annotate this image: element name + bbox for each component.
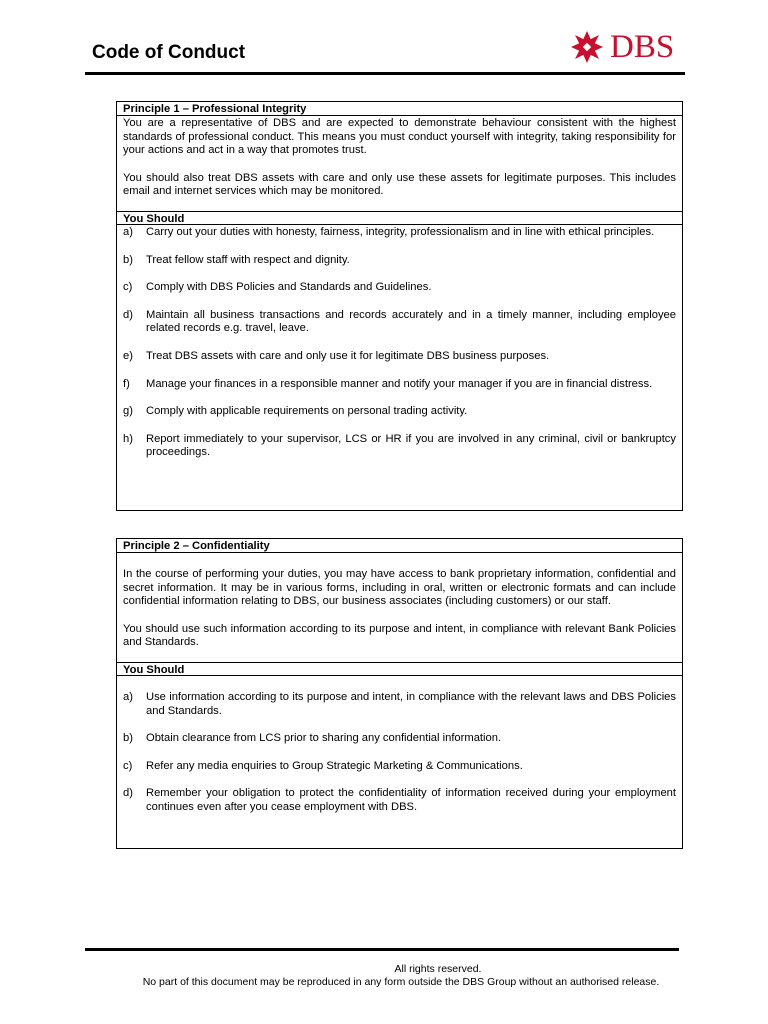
principle-2-box bbox=[116, 538, 683, 849]
principle-2-paragraph: In the course of performing your duties, you may have access to bank proprietary information, confidential and secret information. It may be in various forms, including in oral, written or electronic formats and can include confidential information relating to DBS, our business associates (including customers) or our staff. bbox=[123, 568, 676, 608]
principle-1-paragraph: You should also treat DBS assets with care and only use these assets for legitimate purposes. This includes email and internet services which may be monitored. bbox=[123, 171, 676, 198]
list-item: b) Treat fellow staff with respect and dignity. bbox=[123, 253, 350, 266]
footer-divider bbox=[85, 948, 679, 951]
list-item: f) Manage your finances in a responsible manner and notify your manager if you are in financial distress. bbox=[123, 377, 653, 390]
header-divider bbox=[85, 72, 685, 75]
principle-1-intro bbox=[117, 116, 682, 211]
list-item: d) Remember your obligation to protect the confidentiality of information received during your employment continues even after you cease employment with DBS. bbox=[123, 787, 676, 813]
principle-1-list bbox=[117, 225, 682, 460]
principle-2-paragraph: You should use such information according to its purpose and intent, in compliance with relevant Bank Policies and Standards. bbox=[123, 622, 676, 649]
list-item: c) Refer any media enquiries to Group Strategic Marketing & Communications. bbox=[123, 759, 523, 772]
list-item: g) Comply with applicable requirements on personal trading activity. bbox=[123, 405, 468, 418]
logo-wordmark: DBS bbox=[610, 29, 675, 65]
principle-1-box bbox=[116, 101, 683, 511]
dbs-star-icon bbox=[570, 30, 604, 64]
list-item: b) Obtain clearance from LCS prior to sharing any confidential information. bbox=[123, 732, 502, 745]
principle-1-you-should: You Should bbox=[117, 211, 682, 225]
principle-1-heading: Principle 1 – Professional Integrity bbox=[117, 102, 682, 116]
list-item: e) Treat DBS assets with care and only use it for legitimate DBS business purposes. bbox=[123, 349, 550, 362]
list-item: a) Carry out your duties with honesty, fairness, integrity, professionalism and in line with ethical principles. bbox=[123, 225, 655, 238]
principle-1-paragraph: You are a representative of DBS and are expected to demonstrate behaviour consistent with the highest standards of professional conduct. This means you must conduct yourself with integrity, taking responsibility for your actions and act in a way that promotes trust. bbox=[123, 117, 676, 157]
principle-2-heading: Principle 2 – Confidentiality bbox=[117, 539, 682, 553]
list-item: h) Report immediately to your supervisor, LCS or HR if you are involved in any criminal, civil or bankruptcy proceedings. bbox=[123, 432, 676, 459]
dbs-logo bbox=[570, 30, 674, 64]
principle-2-you-should: You Should bbox=[117, 662, 682, 676]
list-item: a) Use information according to its purpose and intent, in compliance with the relevant laws and DBS Policies and Standards. bbox=[123, 690, 676, 717]
page-title: Code of Conduct bbox=[92, 42, 246, 63]
footer-rights: All rights reserved. bbox=[394, 963, 482, 975]
principle-2-intro bbox=[117, 553, 682, 662]
list-item: d) Maintain all business transactions and records accurately and in a timely manner, including employee related records e.g. travel, leave. bbox=[123, 308, 676, 335]
principle-2-list bbox=[117, 676, 682, 815]
list-item: c) Comply with DBS Policies and Standards and Guidelines. bbox=[123, 281, 432, 294]
footer-disclaimer: No part of this document may be reproduced in any form outside the DBS Group without an authorised release. bbox=[142, 976, 660, 988]
